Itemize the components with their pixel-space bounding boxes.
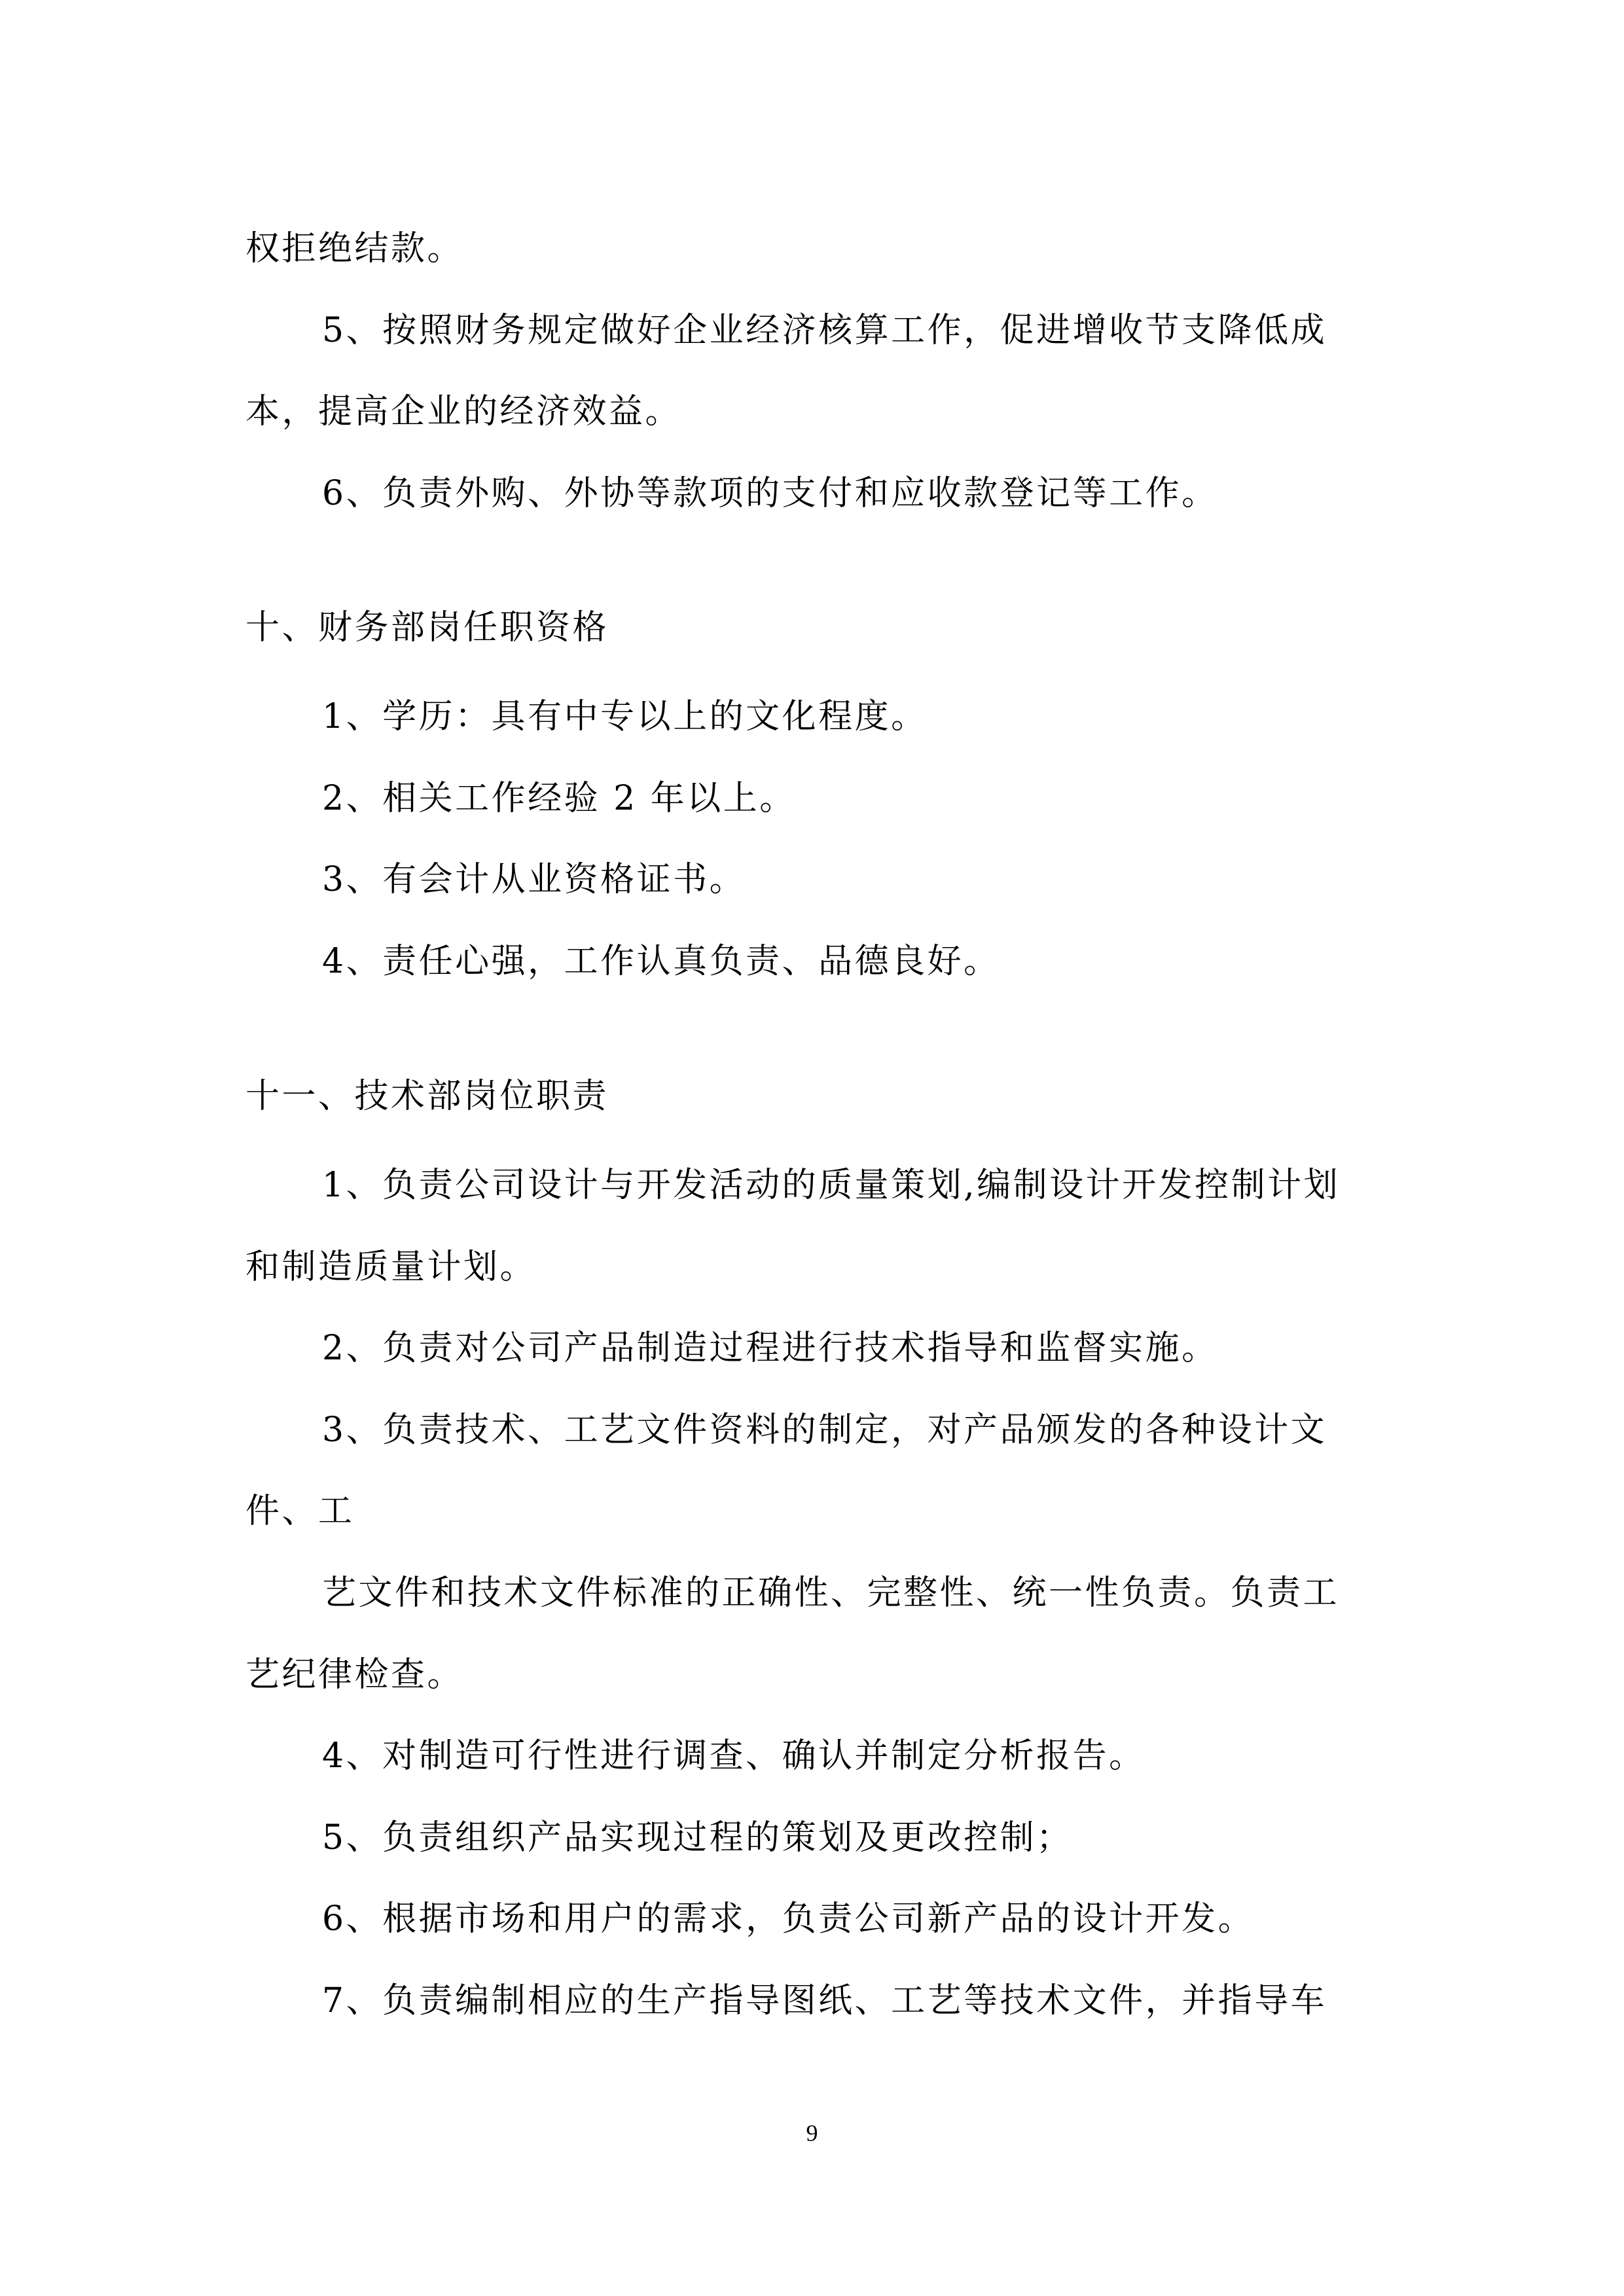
qualification-item-3: 3、有会计从业资格证书。 [322, 860, 746, 899]
section-heading-tech-duties: 十一、技术部岗位职责 [245, 1077, 609, 1116]
tech-item-2: 2、负责对公司产品制造过程进行技术指导和监督实施。 [322, 1329, 1218, 1368]
tech-item-3: 3、负责技术、工艺文件资料的制定，对产品颁发的各种设计文 [322, 1410, 1327, 1450]
finance-item-5: 5、按照财务规定做好企业经济核算工作，促进增收节支降低成 [322, 311, 1327, 350]
paragraph-continuation: 权拒绝结款。 [245, 229, 464, 268]
tech-item-1-continuation: 和制造质量计划。 [245, 1247, 537, 1287]
tech-item-6: 6、根据市场和用户的需求，负责公司新产品的设计开发。 [322, 1899, 1255, 1939]
page-number: 9 [806, 2120, 818, 2146]
tech-item-3-continuation-b: 艺文件和技术文件标准的正确性、完整性、统一性负责。负责工 [322, 1573, 1340, 1613]
tech-item-7: 7、负责编制相应的生产指导图纸、工艺等技术文件，并指导车 [322, 1981, 1327, 2020]
qualification-item-4: 4、责任心强，工作认真负责、品德良好。 [322, 942, 1000, 981]
qualification-item-2: 2、相关工作经验 2 年以上。 [322, 779, 796, 818]
tech-item-4: 4、对制造可行性进行调查、确认并制定分析报告。 [322, 1736, 1146, 1776]
tech-item-1: 1、负责公司设计与开发活动的质量策划,编制设计开发控制计划 [322, 1166, 1341, 1205]
qualification-item-1: 1、学历：具有中专以上的文化程度。 [322, 697, 928, 736]
tech-item-3-continuation-a: 件、工 [245, 1492, 355, 1531]
finance-item-5-continuation: 本，提高企业的经济效益。 [245, 392, 682, 431]
tech-item-5: 5、负责组织产品实现过程的策划及更改控制； [322, 1818, 1073, 1857]
section-heading-finance-qualifications: 十、财务部岗任职资格 [245, 608, 609, 647]
tech-item-3-continuation-c: 艺纪律检查。 [245, 1655, 464, 1695]
finance-item-6: 6、负责外购、外协等款项的支付和应收款登记等工作。 [322, 474, 1218, 513]
